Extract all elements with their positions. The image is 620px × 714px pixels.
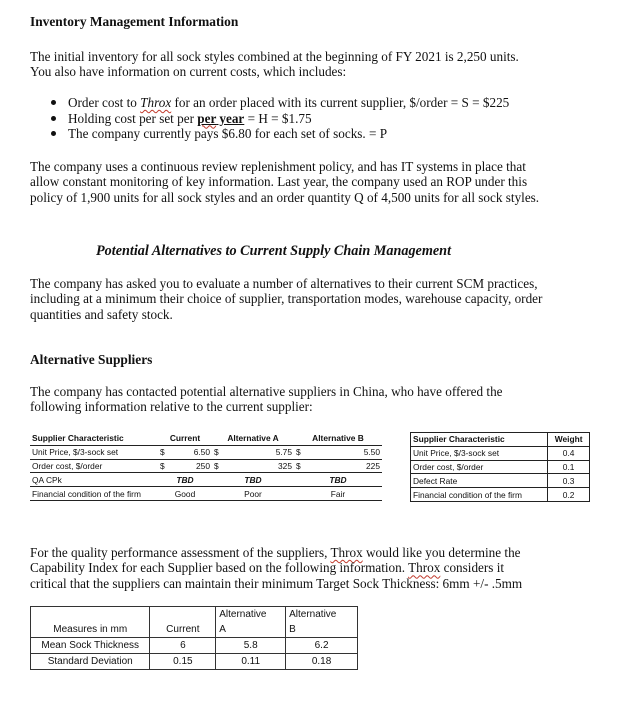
alt-a-mean-thickness: 5.8 [216,638,286,654]
thickness-measurement-table [30,606,358,670]
row-label: Unit Price, $/3-sock set [30,445,158,459]
alternative-suppliers-title: Alternative Suppliers [30,352,153,367]
unit-price-bullet [30,126,610,142]
alt-b-std-deviation: 0.18 [286,654,358,670]
holding-cost-prefix: Holding cost per set per [68,110,198,126]
table-row [30,487,382,501]
replenishment-line-2: allow constant monitoring of key information. Last year, the company used an ROP under this [30,174,528,190]
criterion-weight: 0.4 [548,446,590,460]
header-current: Current [158,432,212,445]
holding-cost-year: year [216,110,245,126]
table-row [31,638,358,654]
current-unit-price: 6.50 [170,445,212,459]
criterion-label: Order cost, $/order [411,460,548,474]
throx-brand-text: Throx [330,545,363,560]
supplier-table-header-row [30,432,382,445]
evaluation-line-2: including at a minimum their choice of supplier, transportation modes, warehouse capacity, order [30,291,543,307]
table-row [411,474,590,488]
header-alternative-a-letter: A [216,622,286,638]
evaluation-line-1: The company has asked you to evaluate a number of alternatives to their current SCM practices, [30,276,538,291]
header-weight: Weight [548,433,590,447]
criterion-label: Defect Rate [411,474,548,488]
order-cost-suffix: for an order placed with its current supplier, $/order = S = $225 [171,95,510,110]
holding-cost-per: per [197,110,217,126]
throx-brand-text: Throx [408,560,441,576]
unit-price-text: The company currently pays $6.80 for each set of socks. = P [68,126,388,142]
suppliers-paragraph [30,384,610,415]
holding-cost-per-emphasis [197,111,244,126]
quality-line-1-suffix: would like you determine the [362,545,521,560]
alt-b-unit-price: 5.50 [306,445,382,459]
currency-symbol: $ [158,459,170,473]
alt-b-order-cost: 225 [306,459,382,473]
holding-cost-suffix: = H = $1.75 [244,110,312,126]
header-alternative-b: Alternative B [294,432,382,445]
evaluation-line-3: quantities and safety stock. [30,306,173,322]
currency-symbol: $ [212,445,224,459]
current-qa-cpk: TBD [158,473,212,487]
alt-b-qa-cpk: TBD [294,473,382,487]
throx-brand-text: Throx [140,95,172,110]
replenishment-line-3: policy of 1,900 units for all sock styles and an order quantity Q of 4,500 units for all sock styles. [30,189,540,205]
cost-bullet-list [30,95,610,142]
criterion-label: Unit Price, $/3-sock set [411,446,548,460]
evaluation-paragraph [30,276,610,322]
row-label: Standard Deviation [31,654,150,670]
alt-b-financial-condition: Fair [294,487,382,501]
supplier-comparison-table [30,432,382,501]
suppliers-line-2: following information relative to the current supplier: [30,399,313,415]
table-row [31,654,358,670]
header-current: Current [150,607,216,638]
weight-table-header-row [411,433,590,447]
bullet-dot-icon [51,131,56,136]
initial-inventory-line-1: The initial inventory for all sock styles combined at the beginning of FY 2021 is 2,250 units. [30,49,519,64]
alternatives-section-title: Potential Alternatives to Current Supply Chain Management [96,243,452,259]
quality-line-3: critical that the suppliers can maintain their minimum Target Sock Thickness: 6mm +/- .5mm [30,575,523,591]
criterion-label: Financial condition of the firm [413,489,522,500]
header-alternative-b: Alternative [286,607,358,623]
table-row [411,446,590,460]
replenishment-paragraph [30,159,610,205]
holding-cost-bullet [30,111,610,127]
initial-inventory-paragraph [30,49,610,80]
quality-line-1 [30,545,615,560]
alt-a-std-deviation: 0.11 [216,654,286,670]
order-cost-prefix: Order cost to [68,95,141,110]
replenishment-line-1: The company uses a continuous review replenishment policy, and has IT systems in place that [30,159,526,174]
header-supplier-characteristic: Supplier Characteristic [411,433,548,447]
current-mean-thickness: 6 [150,638,216,654]
currency-symbol: $ [158,445,170,459]
header-alternative-b-letter: B [286,622,358,638]
quality-line-2-prefix: Capability Index for each Supplier based on the following information. [30,560,409,576]
inventory-section-title: Inventory Management Information [30,14,239,29]
alt-a-financial-condition: Poor [212,487,294,501]
currency-symbol: $ [294,445,306,459]
table-row [30,473,382,487]
table-row [30,445,382,459]
quality-line-2 [30,560,615,575]
row-label: Mean Sock Thickness [31,638,150,654]
current-order-cost: 250 [170,459,212,473]
suppliers-line-1: The company has contacted potential alternative suppliers in China, who have offered the [30,384,503,399]
quality-line-2-suffix: considers it [440,560,505,576]
alt-a-qa-cpk: TBD [212,473,294,487]
order-cost-bullet [30,95,610,111]
current-financial-condition: Good [158,487,212,501]
alt-b-mean-thickness: 6.2 [286,638,358,654]
bullet-dot-icon [51,100,56,105]
currency-symbol: $ [212,459,224,473]
criterion-weight: 0.2 [548,488,590,502]
header-supplier-characteristic: Supplier Characteristic [30,432,158,445]
header-alternative-a: Alternative A [212,432,294,445]
initial-inventory-line-2: You also have information on current costs, which includes: [30,64,347,80]
criterion-weight: 0.3 [548,474,590,488]
criterion-weight: 0.1 [548,460,590,474]
quality-line-1-prefix: For the quality performance assessment of the suppliers, [30,545,331,560]
criteria-weight-table [410,432,590,502]
header-alternative-a: Alternative [216,607,286,623]
table-row [411,488,590,502]
alt-a-order-cost: 325 [224,459,294,473]
bullet-dot-icon [51,116,56,121]
row-label: Financial condition of the firm [30,487,158,501]
measure-table-header-row-1 [31,607,358,623]
current-std-deviation: 0.15 [150,654,216,670]
table-row [411,460,590,474]
alt-a-unit-price: 5.75 [224,445,294,459]
quality-paragraph [30,545,615,591]
currency-symbol: $ [294,459,306,473]
header-measures-in-mm: Measures in mm [31,607,150,638]
row-label: QA CPk [30,473,158,487]
row-label: Order cost, $/order [30,459,158,473]
table-row [30,459,382,473]
